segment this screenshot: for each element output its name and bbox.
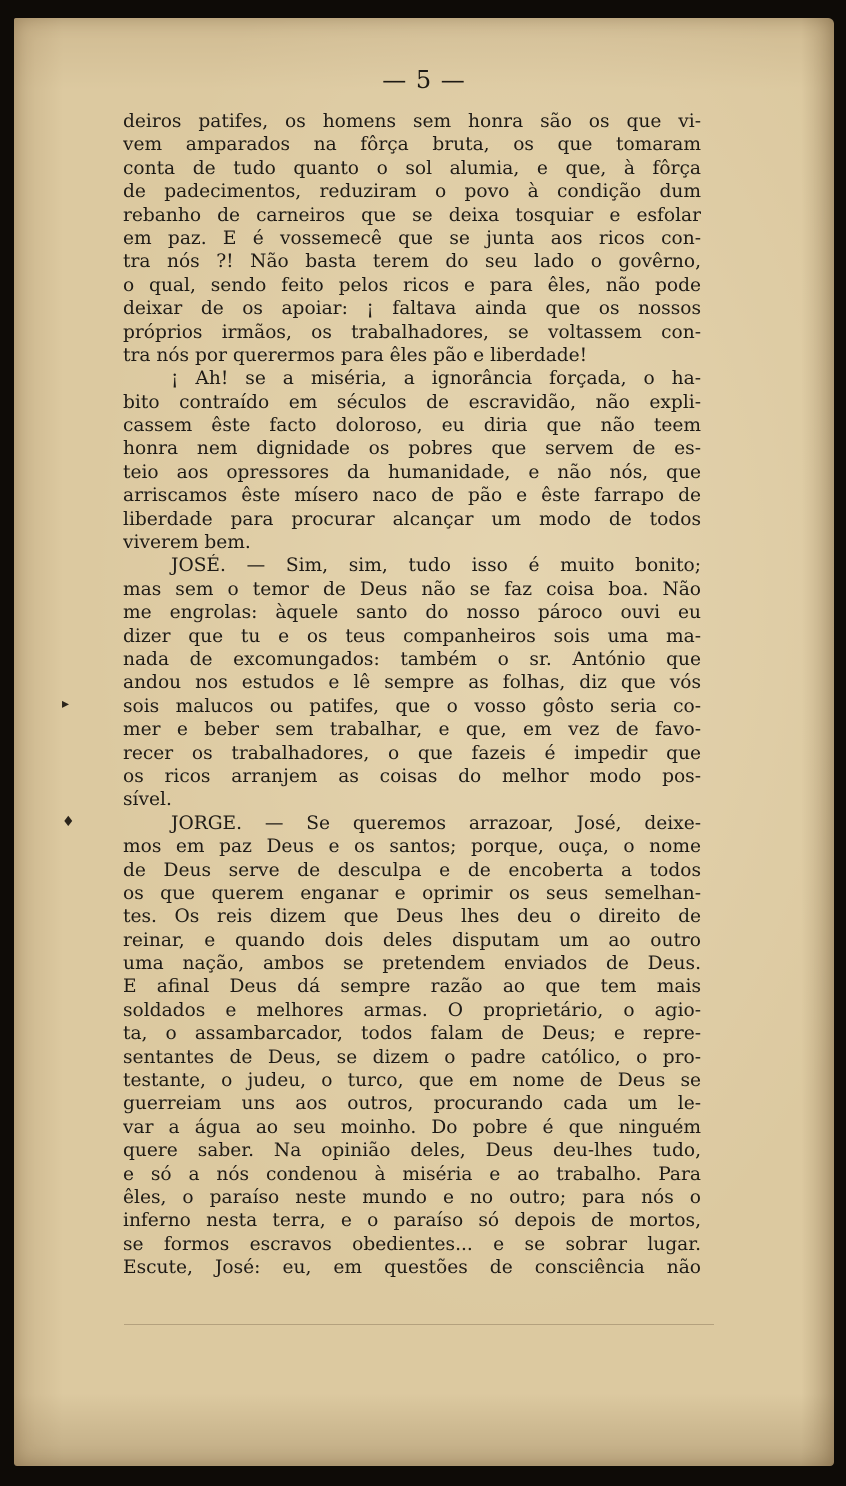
text-line: de Deus serve de desculpa e de encoberta a todos bbox=[123, 859, 701, 881]
text-line: uma nação, ambos se pretendem enviados de Deus. bbox=[123, 953, 701, 975]
body-text bbox=[123, 110, 701, 1280]
text-line: bito contraído em séculos de escravidão, não expli- bbox=[123, 391, 701, 413]
text-line: deixar de os apoiar: ¡ faltava ainda que os nossos bbox=[123, 298, 701, 320]
margin-mark-icon: ▸ bbox=[62, 696, 70, 712]
text-line: os que querem enganar e oprimir os seus semelhan- bbox=[123, 882, 701, 904]
text-line: conta de tudo quanto o sol alumia, e que, à fôrça bbox=[123, 157, 701, 179]
book-page bbox=[14, 18, 834, 1466]
text-line: recer os trabalhadores, o que fazeis é impedir que bbox=[123, 742, 701, 764]
text-line: mos em paz Deus e os santos; porque, ouça, o nome bbox=[123, 836, 701, 858]
text-line: liberdade para procurar alcançar um modo de todos bbox=[123, 508, 701, 530]
text-line: guerreiam uns aos outros, procurando cada um le- bbox=[123, 1093, 701, 1115]
text-line: cassem êste facto doloroso, eu diria que não teem bbox=[123, 415, 701, 437]
text-line: mer e beber sem trabalhar, e que, em vez de favo- bbox=[123, 719, 701, 741]
text-line: JOSÉ. — Sim, sim, tudo isso é muito bonito; bbox=[171, 555, 701, 577]
text-line: quere saber. Na opinião deles, Deus deu-lhes tudo, bbox=[123, 1140, 701, 1162]
text-line: dizer que tu e os teus companheiros sois uma ma- bbox=[123, 625, 701, 647]
text-line: de padecimentos, reduziram o povo à condição dum bbox=[123, 181, 701, 203]
text-line: ¡ Ah! se a miséria, a ignorância forçada, o ha- bbox=[171, 368, 701, 390]
text-line: soldados e melhores armas. O proprietário, o agio- bbox=[123, 999, 701, 1021]
text-line: em paz. E é vossemecê que se junta aos ricos con- bbox=[123, 227, 701, 249]
text-line: êles, o paraíso neste mundo e no outro; para nós o bbox=[123, 1186, 701, 1208]
text-line: próprios irmãos, os trabalhadores, se voltassem con- bbox=[123, 321, 701, 343]
text-line: se formos escravos obedientes... e se sobrar lugar. bbox=[123, 1233, 701, 1255]
text-line: sível. bbox=[123, 789, 172, 811]
text-line: honra nem dignidade os pobres que servem de es- bbox=[123, 438, 701, 460]
text-line: me engrolas: àquele santo do nosso pároco ouvi eu bbox=[123, 602, 701, 624]
text-line: viverem bem. bbox=[123, 532, 251, 554]
page-divider bbox=[124, 1324, 714, 1325]
margin-mark-icon: ♦ bbox=[62, 814, 75, 830]
text-line: os ricos arranjem as coisas do melhor modo pos- bbox=[123, 765, 701, 787]
text-line: var a água ao seu moinho. Do pobre é que ninguém bbox=[123, 1116, 701, 1138]
text-line: inferno nesta terra, e o paraíso só depois de mortos, bbox=[123, 1210, 701, 1232]
text-line: JORGE. — Se queremos arrazoar, José, deixe- bbox=[171, 812, 701, 834]
page-number: — 5 — bbox=[382, 66, 466, 94]
text-line: reinar, e quando dois deles disputam um ao outro bbox=[123, 929, 701, 951]
text-line: mas sem o temor de Deus não se faz coisa boa. Não bbox=[123, 578, 701, 600]
text-line: sentantes de Deus, se dizem o padre católico, o pro- bbox=[123, 1046, 701, 1068]
text-line: E afinal Deus dá sempre razão ao que tem mais bbox=[123, 976, 701, 998]
text-line: Escute, José: eu, em questões de consciência não bbox=[123, 1257, 701, 1279]
text-line: teio aos opressores da humanidade, e não nós, que bbox=[123, 461, 701, 483]
text-line: e só a nós condenou à miséria e ao trabalho. Para bbox=[123, 1163, 701, 1185]
text-line: tes. Os reis dizem que Deus lhes deu o direito de bbox=[123, 906, 701, 928]
text-line: ta, o assambarcador, todos falam de Deus; e repre- bbox=[123, 1023, 701, 1045]
text-line: nada de excomungados: também o sr. António que bbox=[123, 648, 701, 670]
text-line: deiros patifes, os homens sem honra são os que vi- bbox=[123, 111, 701, 132]
text-line: andou nos estudos e lê sempre as folhas, diz que vós bbox=[123, 672, 701, 694]
text-line: sois malucos ou patifes, que o vosso gôsto seria co- bbox=[123, 695, 701, 717]
text-line: o qual, sendo feito pelos ricos e para êles, não pode bbox=[123, 274, 701, 296]
text-line: tra nós ?! Não basta terem do seu lado o govêrno, bbox=[123, 251, 701, 273]
text-line: vem amparados na fôrça bruta, os que tomaram bbox=[123, 134, 701, 156]
text-line: testante, o judeu, o turco, que em nome de Deus se bbox=[123, 1070, 701, 1092]
text-line: arriscamos êste mísero naco de pão e êste farrapo de bbox=[123, 485, 701, 507]
text-line: rebanho de carneiros que se deixa tosquiar e esfolar bbox=[123, 204, 701, 226]
text-line: tra nós por querermos para êles pão e liberdade! bbox=[123, 344, 588, 366]
